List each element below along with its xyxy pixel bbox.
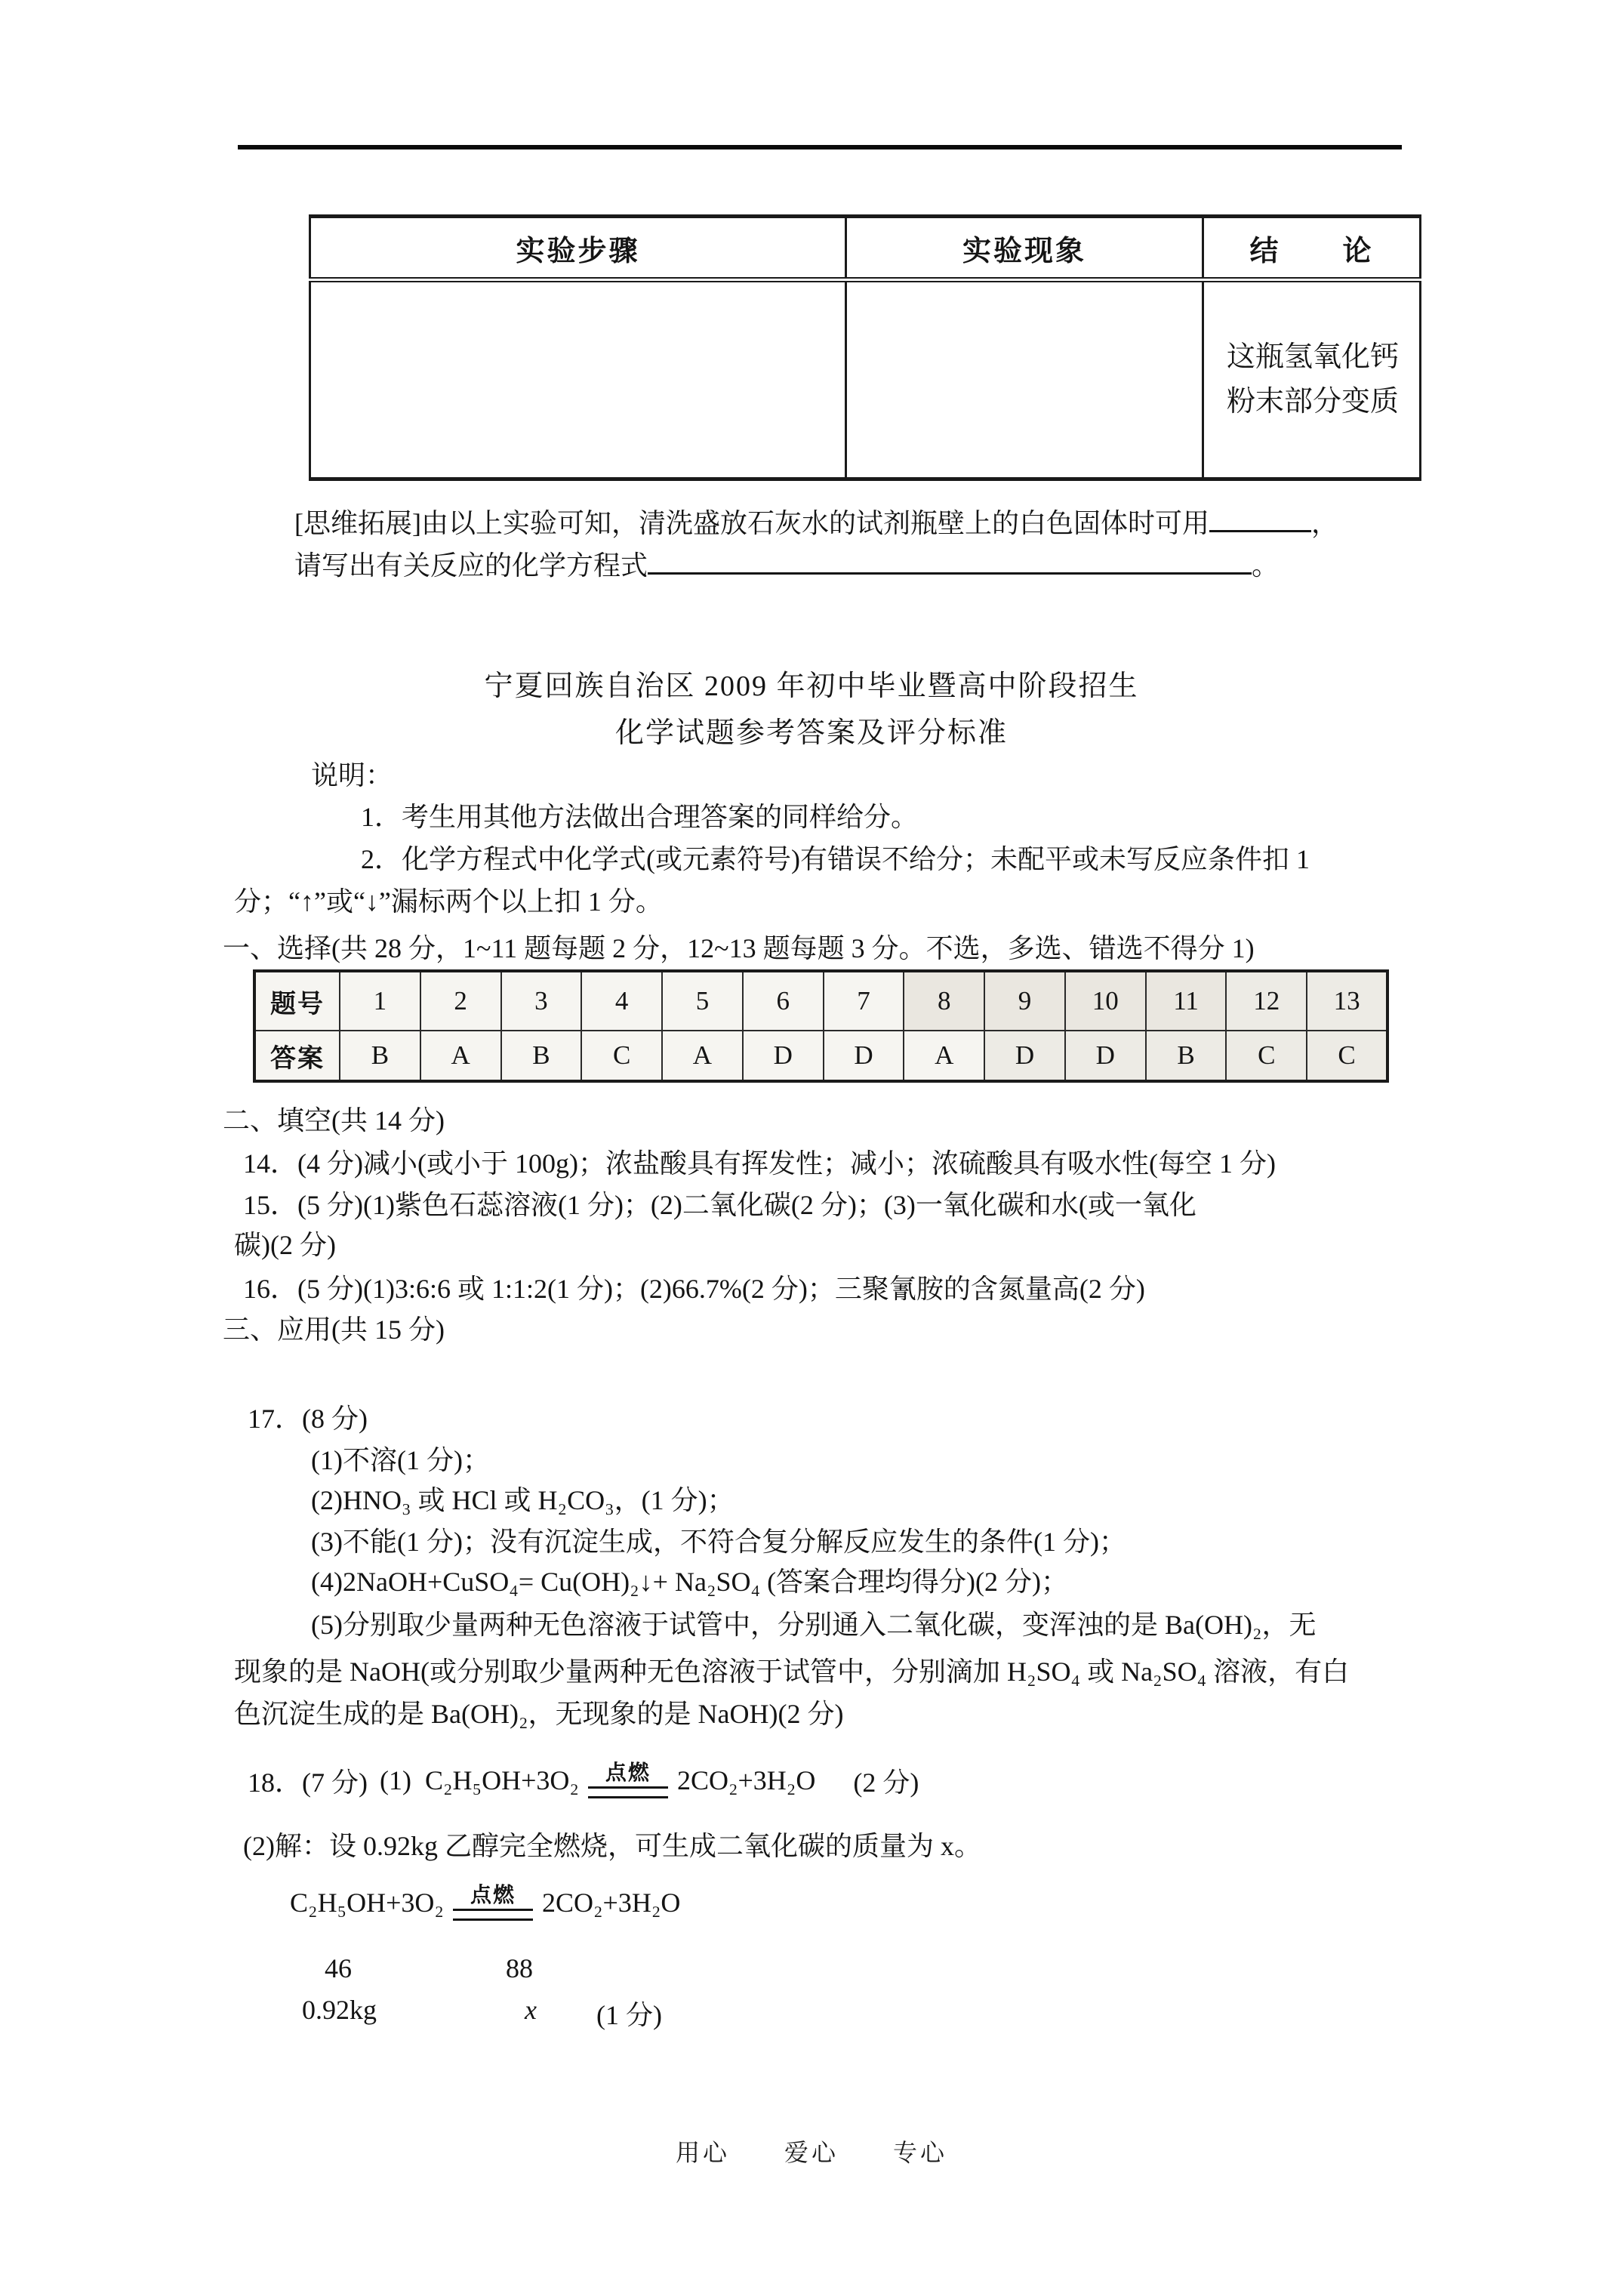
expansion-line-1: [294, 501, 1338, 541]
item-17-part5-line3: 色沉淀生成的是 Ba(OH)₂，无现象的是 NaOH)(2 分): [234, 1699, 844, 1729]
question-number-cell: 11: [1146, 971, 1227, 1031]
answer-cell: A: [904, 1031, 984, 1081]
answer-cell: B: [501, 1031, 582, 1081]
answer-cell: B: [340, 1031, 420, 1081]
exp-cell-phenomena-empty: [846, 280, 1203, 479]
footer-word: 专心: [893, 2139, 948, 2166]
expansion-text: 请写出有关反应的化学方程式: [294, 550, 648, 581]
ignition-label: 点燃: [605, 1761, 651, 1785]
double-equals-line: [588, 1786, 668, 1798]
question-number-cell: 7: [824, 971, 904, 1031]
item-18-score: (2 分): [853, 1767, 919, 1798]
item-18-equation-line: [248, 1749, 919, 1812]
footer-word: 用心: [675, 2139, 730, 2166]
double-equals-line: [453, 1909, 533, 1921]
page-title: 宁夏回族自治区 2009 年初中毕业暨高中阶段招生: [484, 670, 1139, 702]
page-top-rule: [238, 145, 1402, 149]
exp-cell-steps-empty: [310, 280, 846, 479]
answer-cell: C: [1307, 1031, 1387, 1081]
expansion-punct: ，: [1310, 508, 1338, 538]
section-apply-heading: 三、应用(共 15 分): [223, 1314, 445, 1345]
answer-cell: A: [662, 1031, 743, 1081]
answer-table: [253, 969, 1389, 1083]
expansion-line-2: [294, 544, 1279, 583]
stoichiometry-equation: [290, 1871, 680, 1934]
score-note: (1 分): [596, 2000, 662, 2030]
ignition-condition: [453, 1885, 533, 1921]
expansion-text: [思维拓展]由以上实验可知，清洗盛放石灰水的试剂瓶壁上的白色固体时可用: [294, 508, 1209, 538]
question-number-cell: 13: [1307, 971, 1387, 1031]
ignition-condition: [588, 1763, 668, 1798]
item-17-head: 17．(8 分): [248, 1404, 368, 1434]
question-number-cell: 8: [904, 971, 984, 1031]
answer-cell: D: [1065, 1031, 1146, 1081]
expansion-punct: 。: [1252, 550, 1280, 581]
item-18-sub1-label: (1): [379, 1765, 411, 1795]
item-17-part5-line2: 现象的是 NaOH(或分别取少量两种无色溶液于试管中，分别滴加 H₂SO₄ 或 Na₂SO₄ 溶液，有白: [234, 1657, 1350, 1687]
section-choice-heading: 一、选择(共 28 分，1~11 题每题 2 分，12~13 题每题 3 分。不选，多选、错选不得分 1): [223, 933, 1255, 963]
molar-mass-value: 46: [325, 1953, 352, 1983]
given-mass-value: 0.92kg: [302, 1995, 377, 2025]
question-number-cell: 10: [1065, 971, 1146, 1031]
item-15-line1: 15．(5 分)(1)紫色石蕊溶液(1 分)；(2)二氧化碳(2 分)；(3)一氧化碳和水(或一氧化: [243, 1190, 1196, 1220]
conclusion-line: 这瓶氢氧化钙: [1227, 341, 1400, 374]
answer-cell: D: [984, 1031, 1065, 1081]
question-number-cell: 12: [1226, 971, 1307, 1031]
molar-mass-value: 88: [506, 1953, 533, 1983]
molar-mass-row: [0, 1952, 1623, 1990]
item-18-sub2: (2)解：设 0.92kg 乙醇完全燃烧，可生成二氧化碳的质量为 x。: [243, 1831, 981, 1861]
fill-in-blank: [1209, 501, 1311, 532]
question-number-cell: 3: [501, 971, 582, 1031]
answer-cell: C: [581, 1031, 662, 1081]
given-mass-row: [0, 1994, 1623, 2032]
question-number-cell: 5: [662, 971, 743, 1031]
item-17-part4: (4)2NaOH+CuSO₄= Cu(OH)₂↓+ Na₂SO₄ (答案合理均得分)(2 分)；: [311, 1567, 1069, 1597]
ignition-label: 点燃: [470, 1883, 516, 1907]
item-16: 16．(5 分)(1)3:6:6 或 1:1:2(1 分)；(2)66.7%(2 分)；三聚氰胺的含氮量高(2 分): [243, 1274, 1145, 1304]
question-number-cell: 4: [581, 971, 662, 1031]
answer-table-number-row: [254, 971, 1387, 1031]
question-number-cell: 1: [340, 971, 420, 1031]
item-17-part1: (1)不溶(1 分)；: [311, 1445, 490, 1475]
item-17-part2: (2)HNO₃ 或 HCl 或 H₂CO₃，(1 分)；: [311, 1485, 735, 1515]
answer-table-row-label: 题号: [254, 971, 340, 1031]
answer-table-row-label: 答案: [254, 1031, 340, 1081]
exp-header-steps: 实验步骤: [310, 217, 846, 280]
footer-word: 爱心: [784, 2139, 839, 2166]
item-14: 14．(4 分)减小(或小于 100g)；浓盐酸具有挥发性；减小；浓硫酸具有吸水性(每空 1 分): [243, 1148, 1276, 1179]
equation-rhs: 2CO₂+3H₂O: [676, 1765, 816, 1795]
answer-table-answer-row: [254, 1031, 1387, 1081]
page-footer: [0, 2134, 1623, 2168]
equation-lhs: C₂H₅OH+3O₂: [290, 1888, 444, 1918]
unknown-x: x: [525, 1995, 537, 2025]
fill-in-blank: [648, 544, 1252, 575]
item-17-part3: (3)不能(1 分)；没有沉淀生成，不符合复分解反应发生的条件(1 分)；: [311, 1527, 1126, 1557]
equation-lhs: C₂H₅OH+3O₂: [424, 1765, 579, 1795]
exp-header-conclusion: 结 论: [1203, 217, 1421, 280]
answer-cell: B: [1146, 1031, 1227, 1081]
notes-label: 说明：: [311, 760, 393, 791]
answer-cell: D: [824, 1031, 904, 1081]
note-item-2-line1: 2．化学方程式中化学式(或元素符号)有错误不给分；未配平或未写反应条件扣 1: [361, 844, 1310, 874]
item-15-line2: 碳)(2 分): [234, 1230, 336, 1260]
note-item-1: 1．考生用其他方法做出合理答案的同样给分。: [361, 802, 919, 832]
experiment-table: [309, 214, 1421, 481]
answer-cell: A: [420, 1031, 501, 1081]
conclusion-line: 粉末部分变质: [1227, 386, 1400, 418]
exp-header-phenomena: 实验现象: [846, 217, 1203, 280]
item-17-part5-line1: (5)分别取少量两种无色溶液于试管中，分别通入二氧化碳，变浑浊的是 Ba(OH)₂，无: [311, 1610, 1317, 1640]
question-number-cell: 9: [984, 971, 1065, 1031]
equation-rhs: 2CO₂+3H₂O: [541, 1888, 681, 1918]
exp-cell-conclusion: [1203, 280, 1421, 479]
question-number-cell: 6: [743, 971, 824, 1031]
section-fill-heading: 二、填空(共 14 分): [223, 1105, 445, 1136]
note-item-2-line2: 分；“↑”或“↓”漏标两个以上扣 1 分。: [234, 886, 663, 917]
answer-cell: C: [1226, 1031, 1307, 1081]
answer-cell: D: [743, 1031, 824, 1081]
page-subtitle: 化学试题参考答案及评分标准: [614, 717, 1008, 749]
item-18-head: 18．(7 分): [248, 1767, 368, 1798]
question-number-cell: 2: [420, 971, 501, 1031]
